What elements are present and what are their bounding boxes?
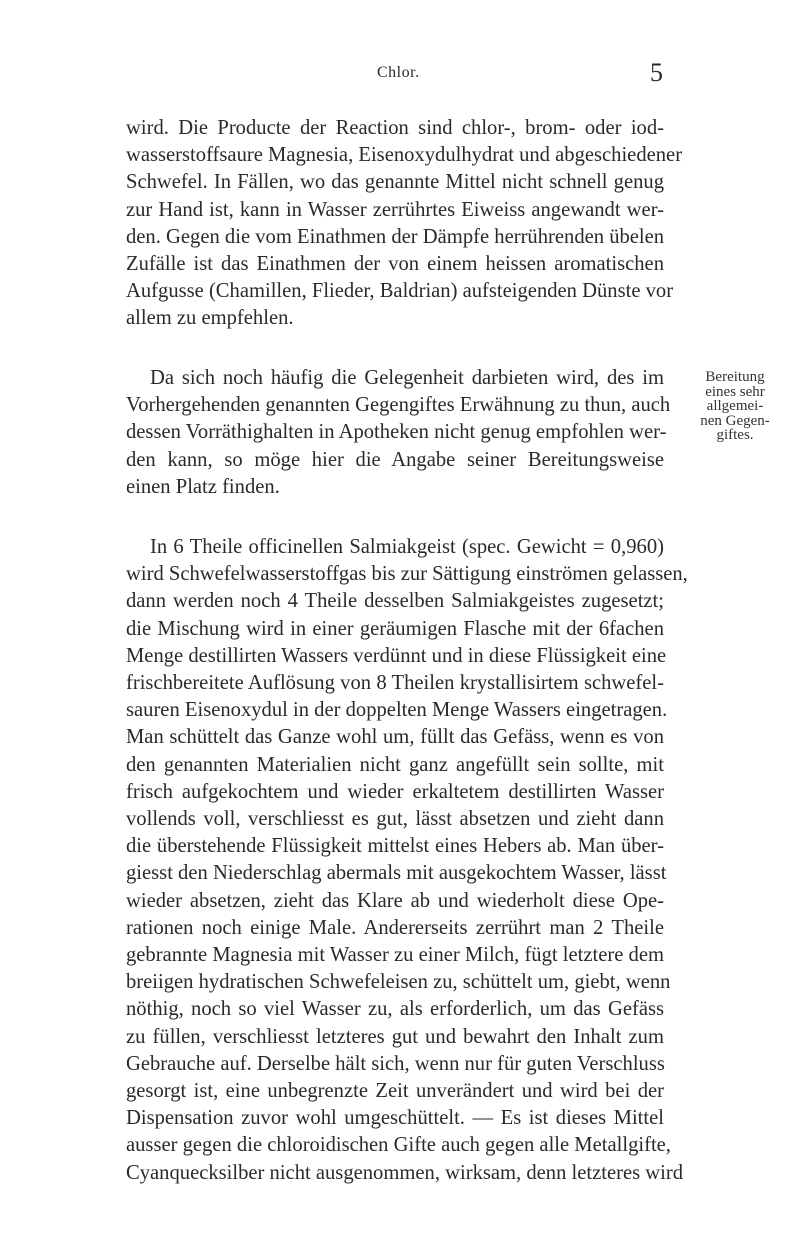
margin-note-line: eines sehr xyxy=(705,383,765,400)
text-line: Aufgusse (Chamillen, Flieder, Baldrian) aufsteigenden Dünste vor xyxy=(126,280,674,303)
text-line: Schwefel. In Fällen, wo das genannte Mittel nicht schnell genug xyxy=(126,171,664,194)
text-line: den. Gegen die vom Einathmen der Dämpfe herrührenden übelen xyxy=(126,225,665,248)
text-line: In 6 Theile officinellen Salmiakgeist (spec. Gewicht = 0,960) xyxy=(150,536,664,558)
text-line: einen Platz finden. xyxy=(126,475,280,498)
text-line: ausser gegen die chloroidischen Gifte auch gegen alle Metallgifte, xyxy=(126,1134,671,1157)
text-line: sauren Eisenoxydul in der doppelten Menge Wassers eingetragen. xyxy=(126,699,668,722)
text-line: den kann, so möge hier die Angabe seiner Bereitungsweise xyxy=(126,448,664,471)
paragraph-preparation-method xyxy=(126,534,688,1187)
margin-note-line: allgemei- xyxy=(706,398,764,414)
text-line: wieder absetzen, zieht das Klare ab und wiederholt diese Ope- xyxy=(126,889,664,912)
margin-note xyxy=(676,370,794,443)
running-title: Chlor. xyxy=(377,64,420,81)
margin-note-line: nen Gegen- xyxy=(700,412,770,429)
text-line: nöthig, noch so viel Wasser zu, als erforderlich, um das Gefäss xyxy=(126,998,664,1021)
text-line: breiigen hydratischen Schwefeleisen zu, schüttelt um, giebt, wenn xyxy=(126,971,671,994)
text-line: dann werden noch 4 Theile desselben Salmiakgeistes zugesetzt; xyxy=(126,590,664,613)
text-line: dessen Vorräthighalten in Apotheken nicht genug empfohlen wer- xyxy=(126,421,667,444)
text-line: Man schüttelt das Ganze wohl um, füllt das Gefäss, wenn es von xyxy=(126,726,664,749)
paragraph-preparation-intro xyxy=(126,365,671,501)
text-line: zur Hand ist, kann in Wasser zerrührtes Eiweiss angewandt wer- xyxy=(126,198,664,221)
page-number: 5 xyxy=(650,58,663,87)
text-line: gebrannte Magnesia mit Wasser zu einer Milch, fügt letztere dem xyxy=(126,944,664,967)
text-line: Zufälle ist das Einathmen der von einem heissen aromatischen xyxy=(126,253,664,276)
text-line: frisch aufgekochtem und wieder erkaltetem destillirten Wasser xyxy=(126,780,664,803)
text-line: gesorgt ist, eine unbegrenzte Zeit unverändert und wird bei der xyxy=(126,1080,664,1103)
text-line: Gebrauche auf. Derselbe hält sich, wenn nur für guten Verschluss xyxy=(126,1052,665,1075)
text-line: rationen noch einige Male. Andererseits zerrührt man 2 Theile xyxy=(126,916,664,939)
text-line: Vorhergehenden genannten Gegengiftes Erwähnung zu thun, auch xyxy=(126,394,671,417)
text-line: Dispensation zuvor wohl umgeschüttelt. — Es ist dieses Mittel xyxy=(126,1107,664,1130)
text-line: vollends voll, verschliesst es gut, lässt absetzen und zieht dann xyxy=(126,808,664,831)
margin-note-line: giftes. xyxy=(716,427,754,443)
text-line: giesst den Niederschlag abermals mit ausgekochtem Wasser, lässt xyxy=(126,862,667,885)
text-line: wird. Die Producte der Reaction sind chlor-, brom- oder iod- xyxy=(126,117,664,139)
text-line: wird Schwefelwasserstoffgas bis zur Sättigung einströmen gelassen, xyxy=(126,563,688,586)
paragraph-antidote-products xyxy=(126,115,683,333)
text-line: allem zu empfehlen. xyxy=(126,307,294,330)
text-line: den genannten Materialien nicht ganz angefüllt sein sollte, mit xyxy=(126,753,664,776)
text-line: frischbereitete Auflösung von 8 Theilen krystallisirtem schwefel- xyxy=(126,672,664,695)
text-line: Menge destillirten Wassers verdünnt und in diese Flüssigkeit eine xyxy=(126,644,667,667)
text-line: Da sich noch häufig die Gelegenheit darbieten wird, des im xyxy=(150,367,664,389)
text-line: die Mischung wird in einer geräumigen Flasche mit der 6fachen xyxy=(126,617,664,640)
margin-note-line: Bereitung xyxy=(705,369,765,385)
text-line: wasserstoffsaure Magnesia, Eisenoxydulhydrat und abgeschiedener xyxy=(126,144,683,167)
page-header xyxy=(0,58,801,92)
text-line: Cyanquecksilber nicht ausgenommen, wirksam, denn letzteres wird xyxy=(126,1161,684,1184)
text-line: die überstehende Flüssigkeit mittelst eines Hebers ab. Man über- xyxy=(126,835,664,858)
text-line: zu füllen, verschliesst letzteres gut und bewahrt den Inhalt zum xyxy=(126,1025,664,1048)
